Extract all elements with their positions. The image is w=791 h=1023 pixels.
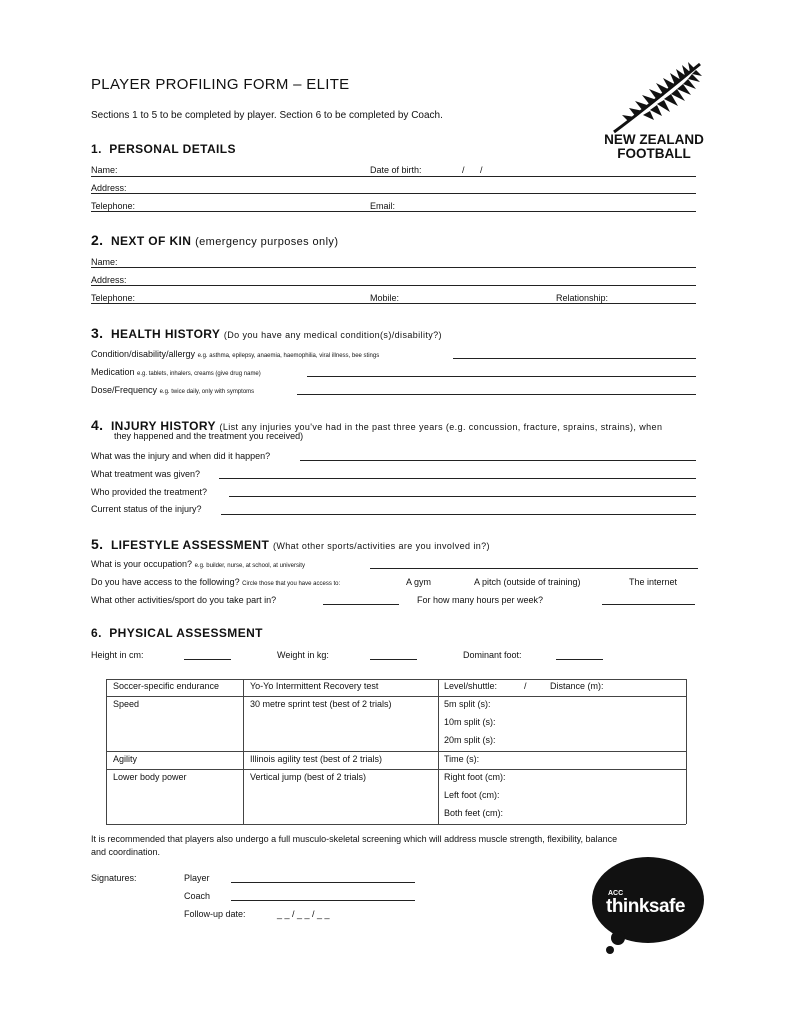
coach-signature-field[interactable] (231, 900, 415, 901)
table-border (106, 679, 686, 680)
injury-question: What was the injury and when did it happen? (91, 451, 271, 461)
name-field[interactable] (91, 176, 696, 177)
dose-text: Dose/Frequency (91, 385, 158, 395)
occupation-example: e.g. builder, nurse, at school, at university (194, 563, 305, 569)
section-title: HEALTH HISTORY (110, 327, 221, 341)
table-cell: Soccer-specific endurance (113, 681, 220, 691)
name-label: Name: (91, 257, 118, 267)
table-cell: Level/shuttle: (444, 681, 498, 691)
medication-text: Medication (91, 367, 135, 377)
thinksafe-logo (588, 856, 706, 956)
player-signature-field[interactable] (231, 882, 415, 883)
table-cell: 5m split (s): (444, 699, 491, 709)
table-cell: Right foot (cm): (444, 772, 506, 782)
condition-label (91, 349, 379, 359)
foot-field[interactable] (556, 659, 603, 660)
occupation-label (91, 559, 305, 569)
section-title: PHYSICAL ASSESSMENT (109, 626, 263, 640)
section-number: 6. (91, 626, 102, 640)
table-border (106, 751, 686, 752)
section-number: 5. (91, 536, 104, 552)
thinksafe-text: thinksafe (606, 896, 685, 917)
table-cell: Speed (113, 699, 140, 709)
table-cell: Left foot (cm): (444, 790, 500, 800)
section-number: 3. (91, 325, 104, 341)
acc-mark: ACC (608, 890, 624, 897)
name-label: Name: (91, 165, 118, 175)
dob-label: Date of birth: (370, 165, 422, 175)
address-field[interactable] (91, 193, 696, 194)
section-3-heading (91, 325, 442, 341)
provider-question: Who provided the treatment? (91, 487, 208, 497)
table-cell: 20m split (s): (444, 735, 496, 745)
relationship-label: Relationship: (556, 293, 609, 303)
telephone-label: Telephone: (91, 293, 136, 303)
section-title: LIFESTYLE ASSESSMENT (110, 538, 270, 552)
coach-signature-label: Coach (184, 891, 211, 901)
player-signature-label: Player (184, 873, 210, 883)
section-1-heading (91, 142, 236, 156)
medication-label (91, 367, 261, 377)
table-cell: Agility (113, 754, 138, 764)
medication-field[interactable] (307, 376, 696, 377)
section-note: (Do you have any medical condition(s)/disability?) (223, 330, 442, 340)
telephone-email-field[interactable] (91, 211, 696, 212)
dose-label (91, 385, 254, 395)
email-label: Email: (370, 201, 396, 211)
page-title: PLAYER PROFILING FORM – ELITE (91, 76, 350, 93)
followup-label: Follow-up date: (184, 909, 246, 919)
activities-field[interactable] (323, 604, 399, 605)
followup-date-field[interactable]: _ _ / _ _ / _ _ (277, 909, 330, 919)
dob-separator: / (480, 165, 483, 175)
injury-field[interactable] (300, 460, 696, 461)
logo-line2: FOOTBALL (617, 146, 691, 161)
telephone-label: Telephone: (91, 201, 136, 211)
mobile-label: Mobile: (370, 293, 400, 303)
recommendation-text: It is recommended that players also undergo a full musculo-skeletal screening which will address muscle strength, flexibility, balance (91, 834, 618, 844)
access-option-internet[interactable]: The internet (629, 577, 678, 587)
access-text: Do you have access to the following? (91, 577, 240, 587)
table-border (106, 679, 107, 824)
kin-address-field[interactable] (91, 285, 696, 286)
section-note: (What other sports/activities are you involved in?) (272, 541, 490, 551)
access-label (91, 577, 340, 587)
section-2-heading (91, 232, 338, 248)
section-6-heading (91, 626, 263, 640)
dose-field[interactable] (297, 394, 696, 395)
table-border (686, 679, 687, 824)
kin-name-field[interactable] (91, 267, 696, 268)
table-cell: Vertical jump (best of 2 trials) (250, 772, 367, 782)
table-cell: / (524, 681, 527, 691)
provider-field[interactable] (229, 496, 696, 497)
section-title: NEXT OF KIN (110, 234, 192, 248)
height-field[interactable] (184, 659, 231, 660)
table-cell: Distance (m): (550, 681, 604, 691)
medication-example: e.g. tablets, inhalers, creams (give drug name) (137, 371, 261, 377)
table-border (243, 679, 244, 824)
table-border (438, 679, 439, 824)
section-number: 2. (91, 232, 104, 248)
weight-field[interactable] (370, 659, 417, 660)
foot-label: Dominant foot: (463, 650, 522, 660)
treatment-field[interactable] (219, 478, 696, 479)
section-note: (emergency purposes only) (195, 236, 339, 248)
address-label: Address: (91, 183, 127, 193)
address-label: Address: (91, 275, 127, 285)
signatures-label: Signatures: (91, 873, 137, 883)
table-cell: Yo-Yo Intermittent Recovery test (250, 681, 379, 691)
logo-line1: NEW ZEALAND (604, 132, 704, 147)
height-label: Height in cm: (91, 650, 144, 660)
condition-text: Condition/disability/allergy (91, 349, 196, 359)
status-question: Current status of the injury? (91, 504, 202, 514)
table-border (106, 696, 686, 697)
dob-separator: / (462, 165, 465, 175)
table-cell: Illinois agility test (best of 2 trials) (250, 754, 383, 764)
table-cell: 10m split (s): (444, 717, 496, 727)
dose-example: e.g. twice daily, only with symptoms (159, 389, 255, 395)
condition-field[interactable] (453, 358, 696, 359)
access-option-gym[interactable]: A gym (406, 577, 432, 587)
recommendation-text-continued: and coordination. (91, 847, 161, 857)
occupation-field[interactable] (370, 568, 698, 569)
hours-label: For how many hours per week? (417, 595, 544, 605)
table-cell: Lower body power (113, 772, 187, 782)
table-cell: Both feet (cm): (444, 808, 504, 818)
section-note: (List any injuries you've had in the past three years (e.g. concussion, fracture, sprains, strains), when (219, 422, 663, 432)
silver-fern-icon (602, 60, 706, 138)
nz-football-logo (602, 60, 706, 162)
section-number: 4. (91, 417, 104, 433)
kin-contact-field[interactable] (91, 303, 696, 304)
table-border (106, 769, 686, 770)
weight-label: Weight in kg: (277, 650, 329, 660)
section-title: PERSONAL DETAILS (109, 142, 236, 156)
section-number: 1. (91, 142, 102, 156)
table-border (106, 824, 686, 825)
table-cell: Time (s): (444, 754, 480, 764)
status-field[interactable] (221, 514, 696, 515)
section-note-continued: they happened and the treatment you received) (114, 431, 304, 441)
access-example: Circle those that you have access to: (242, 581, 341, 587)
treatment-question: What treatment was given? (91, 469, 201, 479)
occupation-text: What is your occupation? (91, 559, 193, 569)
table-cell: 30 metre sprint test (best of 2 trials) (250, 699, 392, 709)
condition-example: e.g. asthma, epilepsy, anaemia, haemophilia, viral illness, bee stings (197, 353, 380, 359)
section-title: INJURY HISTORY (110, 419, 216, 433)
access-option-pitch[interactable]: A pitch (outside of training) (474, 577, 581, 587)
section-5-heading (91, 536, 490, 552)
activities-label: What other activities/sport do you take part in? (91, 595, 277, 605)
intro-text: Sections 1 to 5 to be completed by player. Section 6 to be completed by Coach. (91, 110, 443, 121)
hours-field[interactable] (602, 604, 695, 605)
